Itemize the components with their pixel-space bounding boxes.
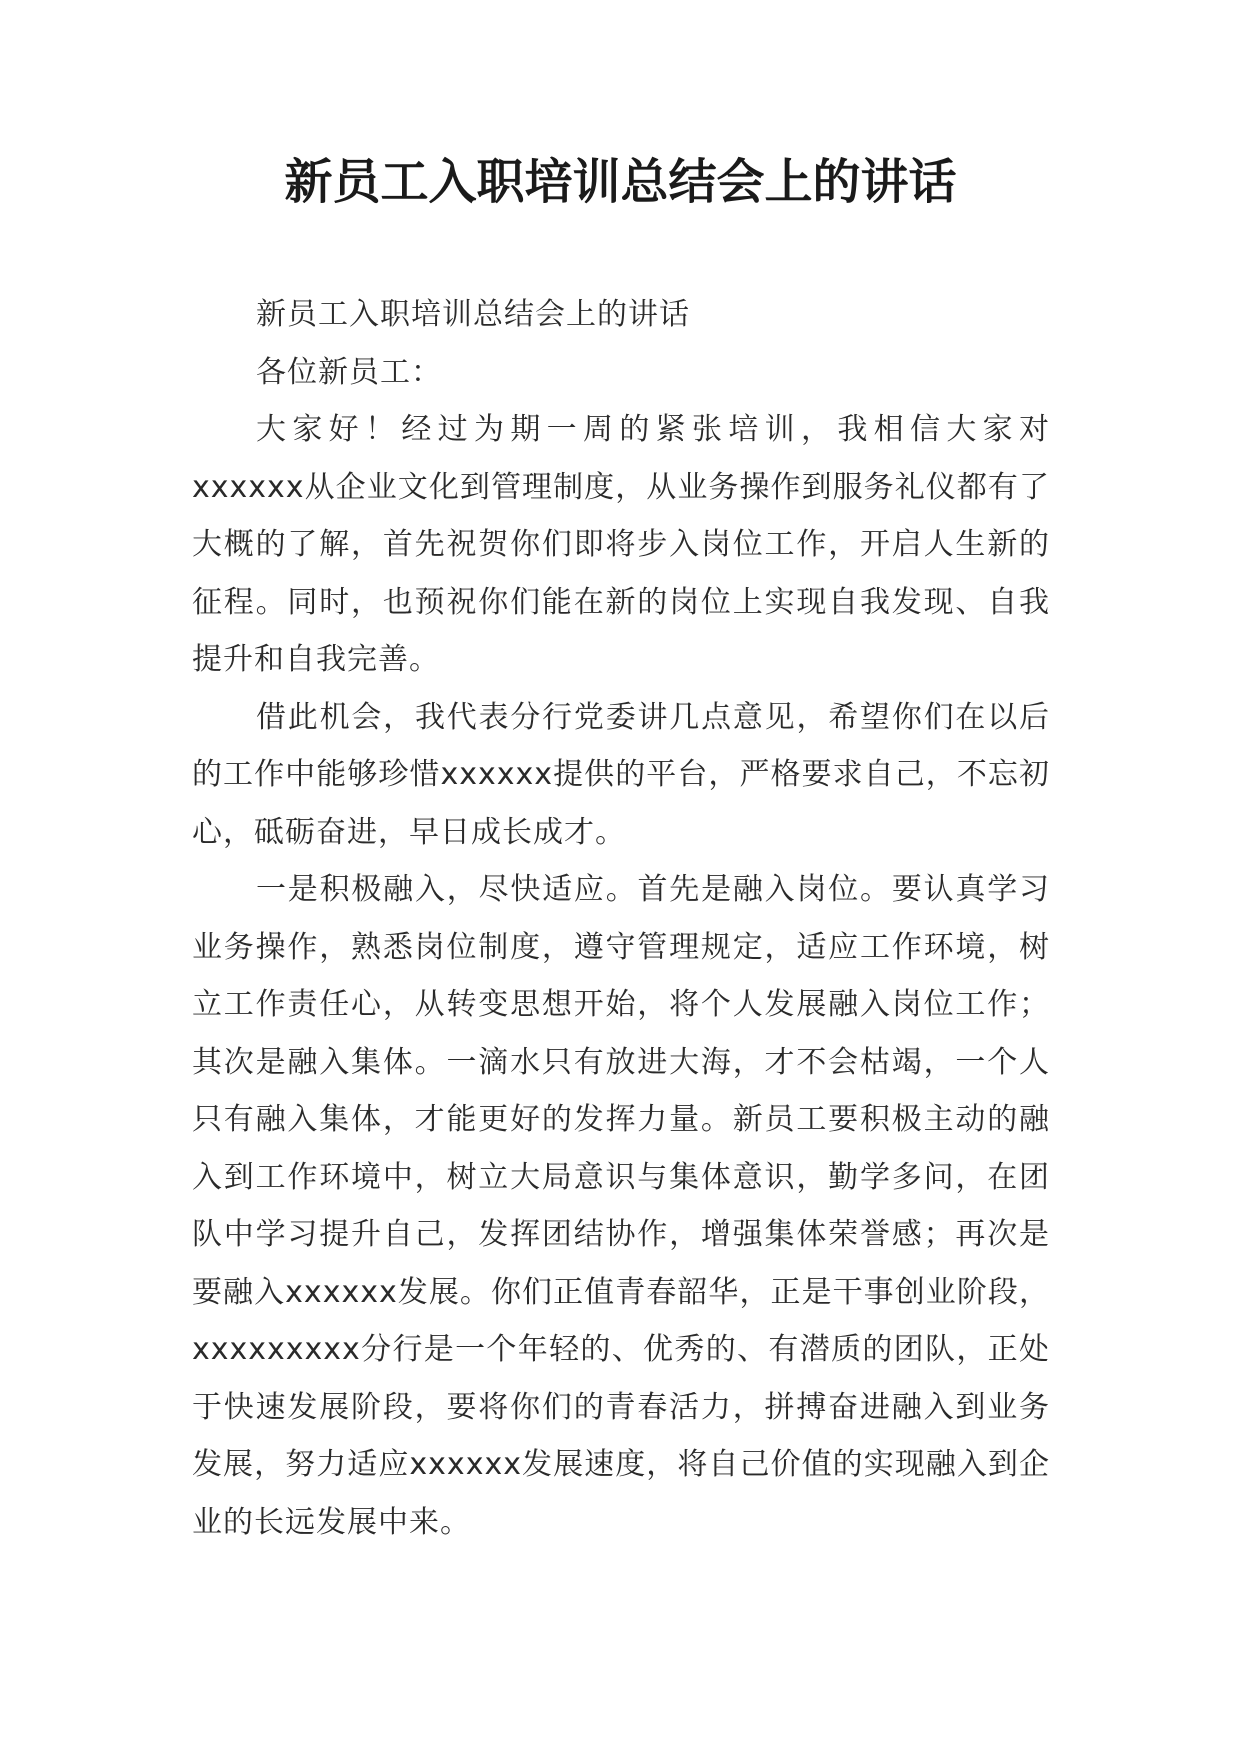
paragraph-subtitle: 新员工入职培训总结会上的讲话 <box>256 297 690 332</box>
document-title: 新员工入职培训总结会上的讲话 <box>284 154 957 210</box>
paragraph-point-one: 一是积极融入，尽快适应。首先是融入岗位。要认真学习业务操作，熟悉岗位制度，遵守管理规定，适应工作环境，树立工作责任心，从转变思想开始，将个人发展融入岗位工作；其次是融入集体。一滴水只有放进大海，才不会枯竭，一个人只有融入集体，才能更好的发挥力量。新员工要积极主动的融入到工作环境中，树立大局意识与集体意识，勤学多问，在团队中学习提升自己，发挥团结协作，增强集体荣誉感；再次是要融入xxxxxx发展。你们正值青春韶华，正是干事创业阶段，xxxxxxxxx分行是一个年轻的、优秀的、有潜质的团队，正处于快速发展阶段，要将你们的青春活力，拼搏奋进融入到业务发展，努力适应xxxxxx发展速度，将自己价值的实现融入到企业的长远发展中来。 <box>192 872 1050 1540</box>
paragraph-greeting: 大家好！经过为期一周的紧张培训，我相信大家对xxxxxx从企业文化到管理制度，从业务操作到服务礼仪都有了大概的了解，首先祝贺你们即将步入岗位工作，开启人生新的征程。同时，也预祝你们能在新的岗位上实现自我发现、自我提升和自我完善。 <box>192 412 1050 677</box>
paragraph-salutation: 各位新员工： <box>256 354 442 390</box>
document-body <box>192 286 1050 1551</box>
paragraph-opinions: 借此机会，我代表分行党委讲几点意见，希望你们在以后的工作中能够珍惜xxxxxx提供的平台，严格要求自己，不忘初心，砥砺奋进，早日成长成才。 <box>192 699 1050 850</box>
